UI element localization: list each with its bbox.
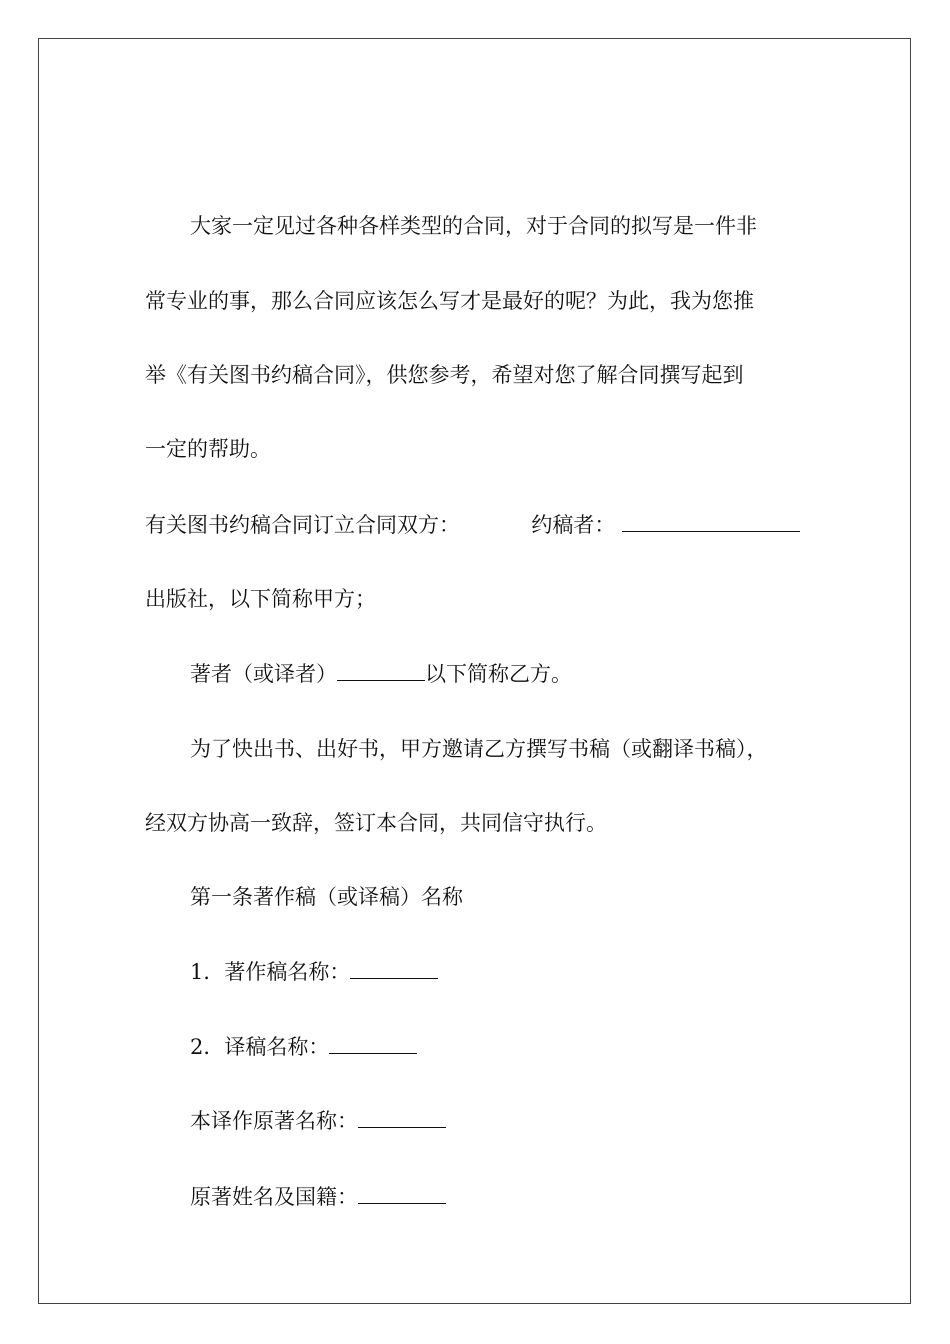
purpose-line-2: 经双方协高一致辞，签订本合同，共同信守执行。 [145,811,607,835]
author-blank [337,660,425,681]
parties-label: 有关图书约稿合同订立合同双方： [145,513,460,537]
original-title-label: 本译作原著名称： [190,1109,358,1133]
translation-title-blank [329,1033,417,1054]
work-title-blank [350,958,438,979]
original-author-label: 原著姓名及国籍： [190,1185,358,1209]
paragraph-intro-line-2: 常专业的事，那么合同应该怎么写才是最好的呢？为此，我为您推 [145,289,754,313]
work-title-label: 1．著作稿名称： [190,960,351,984]
commissioner-label: 约稿者： [531,513,616,537]
translation-title-line [190,1032,417,1062]
paragraph-intro-line-4: 一定的帮助。 [145,437,271,461]
original-author-line [190,1182,446,1212]
purpose-line-1: 为了快出书、出好书，甲方邀请乙方撰写书稿（或翻译书稿）， [190,737,768,761]
publisher-line: 出版社，以下简称甲方； [145,587,376,611]
author-suffix: 以下简称乙方。 [425,662,572,686]
parties-line [145,510,800,540]
article-1-heading: 第一条著作稿（或译稿）名称 [190,885,463,909]
paragraph-intro-line-3: 举《有关图书约稿合同》，供您参考，希望对您了解合同撰写起到 [145,363,744,387]
translation-title-label: 2．译稿名称： [190,1035,330,1059]
paragraph-intro-line-1: 大家一定见过各种各样类型的合同，对于合同的拟写是一件非 [190,214,757,238]
original-title-blank [358,1107,446,1128]
original-author-blank [358,1183,446,1204]
original-title-line [190,1106,446,1136]
author-line [190,659,572,689]
work-title-line [190,957,438,987]
author-label: 著者（或译者） [190,662,337,686]
commissioner-blank [622,511,800,532]
